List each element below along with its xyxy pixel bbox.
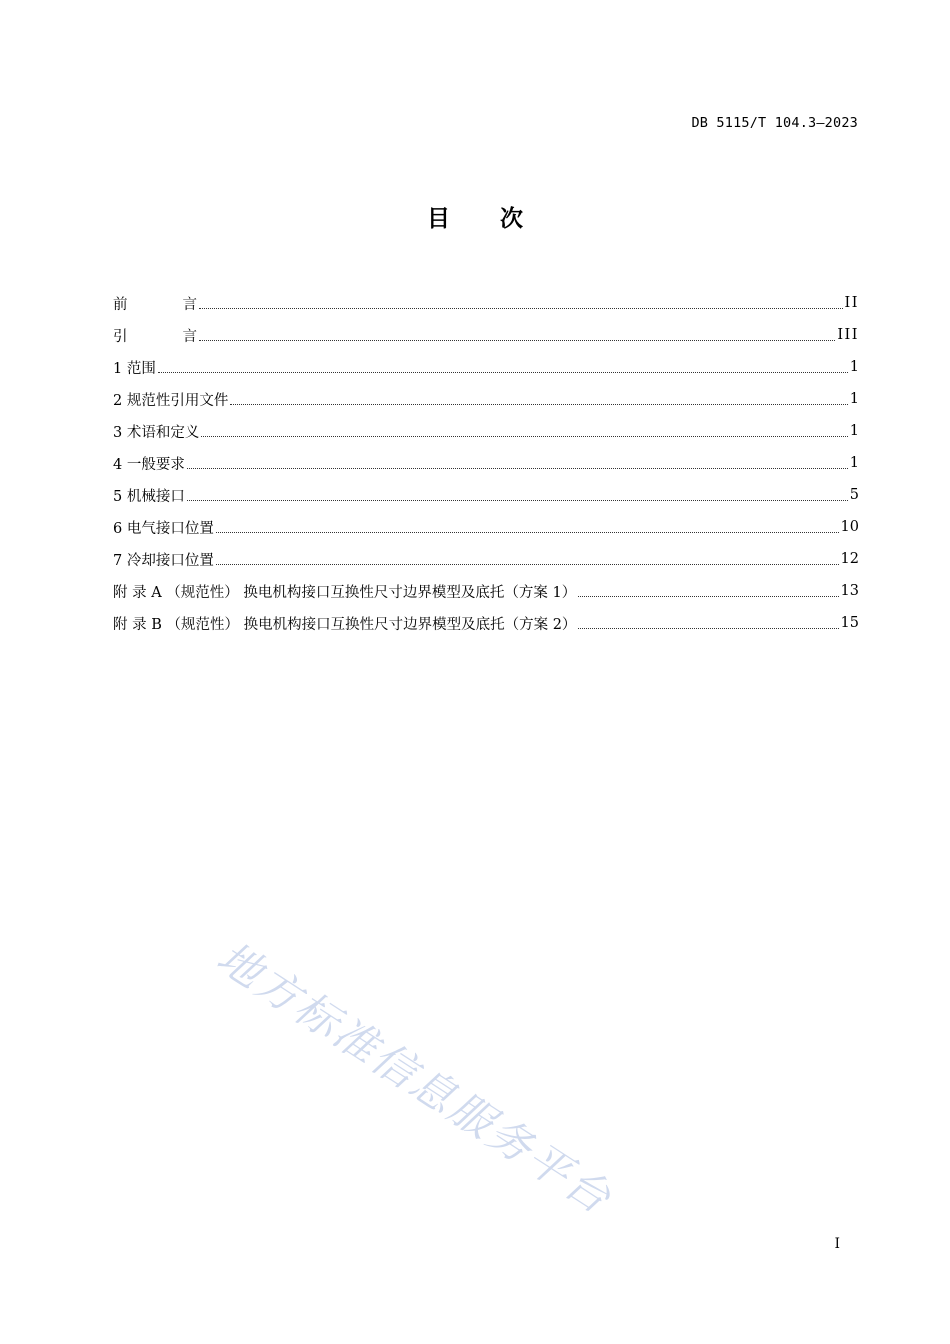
toc-entry-preface[interactable] (113, 287, 859, 319)
toc-entry-page: III (837, 327, 859, 343)
toc-entry-appendix-a[interactable] (113, 575, 859, 607)
toc-entry-page: II (844, 295, 859, 311)
toc-entry-page: 1 (849, 391, 859, 407)
toc-entry-label-char: 引 (113, 328, 128, 345)
toc-entry-general-requirements[interactable] (113, 447, 859, 479)
dot-leader (201, 436, 847, 437)
toc-entry-introduction[interactable] (113, 319, 859, 351)
dot-leader (158, 372, 848, 373)
toc-entry-mechanical-interface[interactable] (113, 479, 859, 511)
dot-leader (199, 308, 843, 309)
toc-entry-label-char: 言 (182, 296, 197, 313)
toc-entry-label: 3 术语和定义 (113, 424, 200, 441)
toc-entry-label: 附 录 B （规范性） 换电机构接口互换性尺寸边界模型及底托（方案 2） (113, 616, 577, 633)
dot-leader (187, 500, 848, 501)
dot-leader (578, 596, 838, 597)
watermark: 地方标准信息服务平台 (207, 932, 621, 1226)
dot-leader (199, 340, 835, 341)
toc-entry-page: 15 (840, 615, 859, 631)
toc-entry-label: 2 规范性引用文件 (113, 392, 229, 409)
toc-entry-page: 13 (840, 583, 859, 599)
toc-entry-label: 附 录 A （规范性） 换电机构接口互换性尺寸边界模型及底托（方案 1） (113, 584, 577, 601)
dot-leader (216, 532, 839, 533)
toc-entry-label: 6 电气接口位置 (113, 520, 214, 537)
toc-entry-label-char: 前 (113, 296, 128, 313)
dot-leader (187, 468, 848, 469)
page-number: I (834, 1236, 840, 1252)
toc-entry-terms-definitions[interactable] (113, 415, 859, 447)
page-title (0, 200, 950, 233)
toc-entry-cooling-interface[interactable] (113, 543, 859, 575)
toc-entry-page: 1 (849, 359, 859, 375)
toc-entry-page: 5 (849, 487, 859, 503)
toc-entry-label: 1 范围 (113, 360, 156, 377)
dot-leader (230, 404, 847, 405)
toc-entry-page: 1 (849, 455, 859, 471)
document-code: DB 5115/T 104.3—2023 (691, 115, 858, 131)
toc-entry-appendix-b[interactable] (113, 607, 859, 639)
toc-entry-page: 12 (840, 551, 859, 567)
toc-entry-label (113, 325, 197, 346)
toc-entry-label-char: 言 (182, 328, 197, 345)
toc-entry-page: 1 (849, 423, 859, 439)
toc-entry-label: 7 冷却接口位置 (113, 552, 214, 569)
title-char-1: 目 (427, 206, 450, 232)
dot-leader (578, 628, 838, 629)
title-char-2: 次 (500, 206, 523, 232)
toc-entry-label: 4 一般要求 (113, 456, 185, 473)
toc-entry-label: 5 机械接口 (113, 488, 185, 505)
table-of-contents (113, 287, 859, 639)
toc-entry-normative-references[interactable] (113, 383, 859, 415)
toc-entry-scope[interactable] (113, 351, 859, 383)
toc-entry-page: 10 (840, 519, 859, 535)
toc-entry-label (113, 293, 197, 314)
toc-entry-electrical-interface[interactable] (113, 511, 859, 543)
dot-leader (216, 564, 839, 565)
